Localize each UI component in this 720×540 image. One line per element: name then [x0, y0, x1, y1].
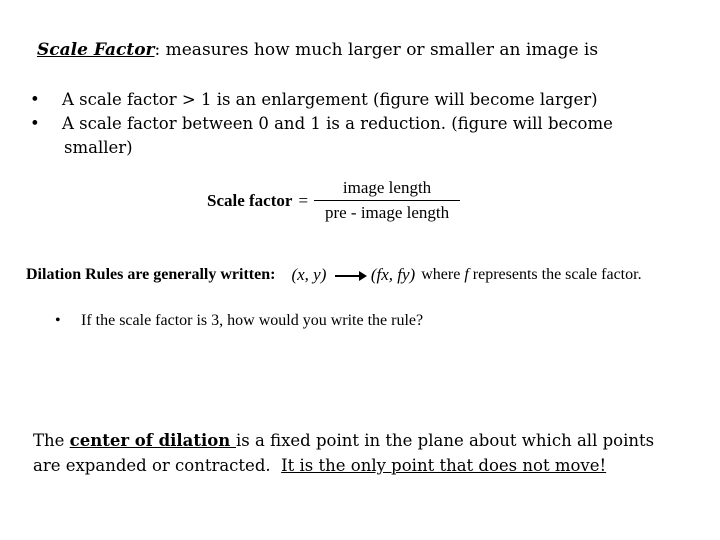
- bullet-symbol: •: [55, 312, 61, 329]
- formula-label: Scale factor: [207, 190, 293, 210]
- scale-factor-definition: : measures how much larger or smaller an image is: [154, 40, 599, 60]
- bullet-text: A scale factor > 1 is an enlargement (figure will become larger): [62, 90, 598, 109]
- center-tail: It is the only point that does not move!: [281, 456, 607, 475]
- dilation-rule-label: Dilation Rules are generally written:: [26, 266, 276, 283]
- center-body-line1: is a fixed point in the plane about which all points: [236, 431, 655, 450]
- bullet-reduction: [30, 114, 613, 133]
- center-body-line2: are expanded or contracted.: [33, 456, 282, 475]
- formula-numerator: image length: [342, 178, 432, 197]
- title-line: [37, 40, 598, 60]
- dilation-rule-description: [421, 266, 641, 284]
- scale-factor-term: Scale Factor: [37, 40, 155, 60]
- rule-input: (x, y): [291, 265, 327, 284]
- formula-denominator: pre - image length: [324, 203, 450, 222]
- desc-prefix: where: [421, 266, 465, 283]
- bullet-symbol: •: [30, 90, 40, 109]
- formula-fraction: [314, 178, 460, 223]
- center-of-dilation-paragraph: [33, 428, 654, 478]
- dilation-rule-line: [26, 265, 642, 285]
- center-prefix: The: [33, 431, 70, 450]
- formula-equals: =: [298, 190, 309, 210]
- center-line-2: [33, 453, 654, 478]
- question-bullet: [55, 312, 423, 330]
- desc-suffix: represents the scale factor.: [468, 266, 642, 283]
- bullet-text: A scale factor between 0 and 1 is a reduction. (figure will become: [62, 114, 613, 133]
- center-of-dilation-term: center of dilation: [69, 431, 237, 450]
- rule-output: (fx, fy): [370, 265, 416, 284]
- bullet-symbol: •: [30, 114, 40, 133]
- scale-factor-formula: [207, 178, 460, 223]
- arrow-right-icon: [335, 275, 365, 277]
- bullet-reduction-continuation: smaller): [64, 138, 133, 157]
- dilation-rule-math: [291, 265, 415, 285]
- question-text: If the scale factor is 3, how would you write the rule?: [81, 312, 424, 329]
- desc-f: f: [464, 266, 469, 283]
- bullet-enlargement: [30, 90, 598, 109]
- center-line-1: [33, 428, 654, 453]
